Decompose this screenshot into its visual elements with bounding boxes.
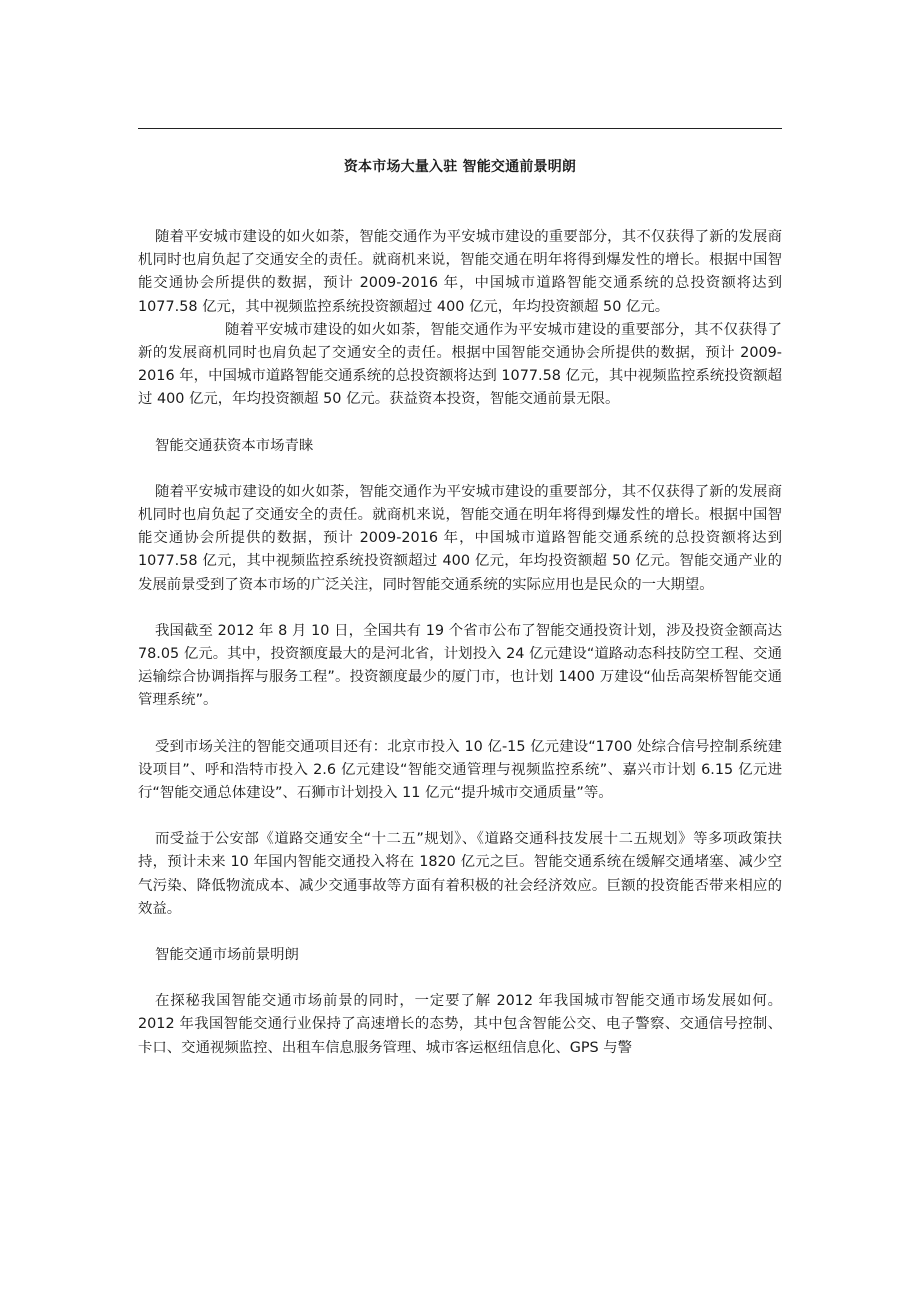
section-heading: 智能交通获资本市场青睐 <box>155 437 314 454</box>
document-body <box>138 226 782 1060</box>
paragraph: 随着平安城市建设的如火如荼，智能交通作为平安城市建设的重要部分，其不仅获得了新的发展商机同时也肩负起了交通安全的责任。就商机来说，智能交通在明年将得到爆发性的增长。根据中国智能交通协会所提供的数据，预计 2009-2016 年，中国城市道路智能交通系统的总投资额将达到 1077.58 亿元，其中视频监控系统投资额超过 400 亿元，年均投资额超 50 亿元。 <box>138 229 782 315</box>
document-title: 资本市场大量入驻 智能交通前景明朗 <box>343 159 577 175</box>
paragraph: 随着平安城市建设的如火如荼，智能交通作为平安城市建设的重要部分，其不仅获得了新的发展商机同时也肩负起了交通安全的责任。根据中国智能交通协会所提供的数据，预计 2009-2016 年，中国城市道路智能交通系统的总投资额将达到 1077.58 亿元，其中视频监控系统投资额超过 400 亿元，年均投资额超 50 亿元。获益资本投资，智能交通前景无限。 <box>138 321 782 408</box>
paragraph: 受到市场关注的智能交通项目还有：北京市投入 10 亿-15 亿元建设“1700 处综合信号控制系统建设项目”、呼和浩特市投入 2.6 亿元建设“智能交通管理与视频监控系统”、嘉兴市计划 6.15 亿元进行“智能交通总体建设”、石狮市计划投入 11 亿元“提升城市交通质量”等。 <box>138 738 782 802</box>
paragraph: 在探秘我国智能交通市场前景的同时，一定要了解 2012 年我国城市智能交通市场发展如何。2012 年我国智能交通行业保持了高速增长的态势，其中包含智能公交、电子警察、交通信号控制、卡口、交通视频监控、出租车信息服务管理、城市客运枢纽信息化、GPS 与警 <box>138 993 782 1056</box>
paragraph: 我国截至 2012 年 8 月 10 日，全国共有 19 个省市公布了智能交通投资计划，涉及投资金额高达 78.05 亿元。其中，投资额度最大的是河北省，计划投入 24 亿元建设“道路动态科技防空工程、交通运输综合协调指挥与服务工程”。投资额度最少的厦门市，也计划 1400 万建设“仙岳高架桥智能交通管理系统”。 <box>138 622 782 709</box>
paragraph: 而受益于公安部《道路交通安全“十二五”规划》、《道路交通科技发展十二五规划》等多项政策扶持，预计未来 10 年国内智能交通投入将在 1820 亿元之巨。智能交通系统在缓解交通堵塞、减少空气污染、降低物流成本、减少交通事故等方面有着积极的社会经济效应。巨额的投资能否带来相应的效益。 <box>138 831 782 917</box>
header-rule <box>138 128 782 129</box>
paragraph: 随着平安城市建设的如火如荼，智能交通作为平安城市建设的重要部分，其不仅获得了新的发展商机同时也肩负起了交通安全的责任。就商机来说，智能交通在明年将得到爆发性的增长。根据中国智能交通协会所提供的数据，预计 2009-2016 年，中国城市道路智能交通系统的总投资额将达到 1077.58 亿元，其中视频监控系统投资额超过 400 亿元，年均投资额超 50 亿元。智能交通产业的发展前景受到了资本市场的广泛关注，同时智能交通系统的实际应用也是民众的一大期望。 <box>138 483 782 593</box>
section-heading: 智能交通市场前景明朗 <box>155 947 299 964</box>
